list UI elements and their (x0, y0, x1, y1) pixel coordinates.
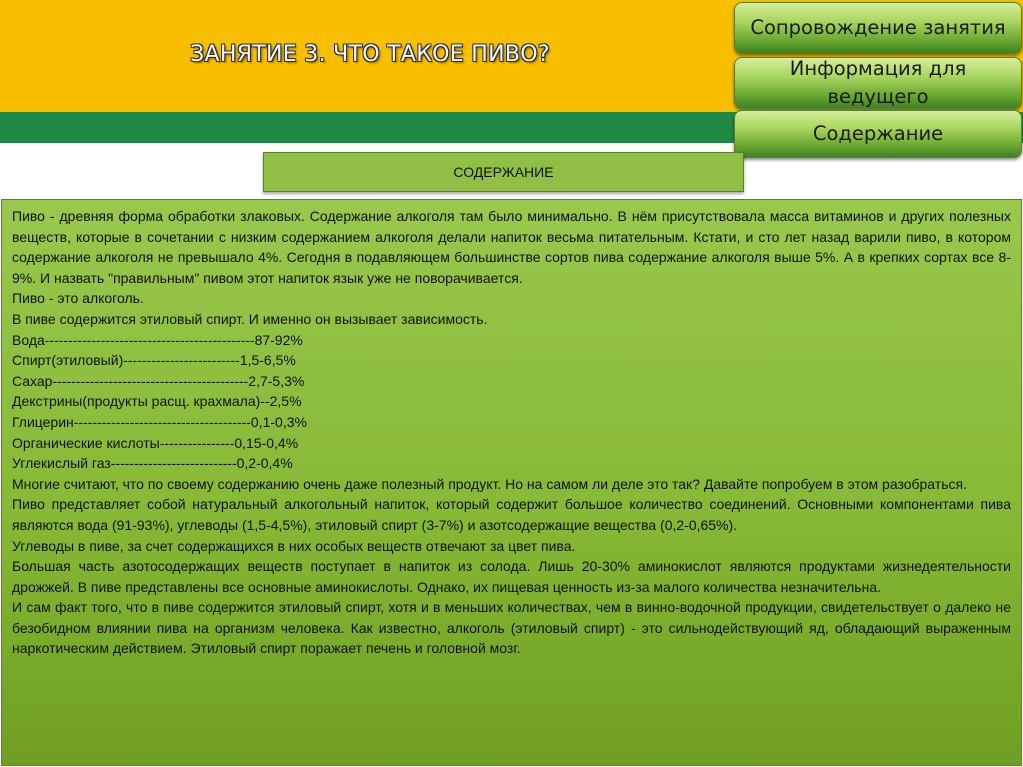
composition-row-dextrins: Декстрины(продукты расщ. крахмала)--2,5% (12, 393, 302, 410)
contents-button[interactable]: Содержание (734, 110, 1022, 158)
carbohydrates-paragraph: Углеводы в пиве, за счет содержащихся в них особых веществ отвечают за цвет пива. (12, 537, 576, 554)
composition-row-spirit: Спирт(этиловый)-------------------------1,5-6,5% (12, 352, 296, 369)
composition-row-water: Вода---------------------------------------------87-92% (12, 331, 303, 348)
ethanol-fact-paragraph: И сам факт того, что в пиве содержится этиловый спирт, хотя и в меньших количествах, чем в винно-водочной продукции, свидетельствует о далеко не безобидном влиянии пива на организм человека. Как известно, алкоголь (этиловый спирт) - это сильнодействующий яд, обладающий выраженным наркотическим действием. Этиловый спирт поражает печень и головной мозг. (12, 599, 1011, 657)
page-title: ЗАНЯТИЕ 3. ЧТО ТАКОЕ ПИВО? (190, 42, 550, 67)
composition-row-sugar: Сахар------------------------------------------2,7-5,3% (12, 372, 305, 389)
intro-paragraph: Пиво - древняя форма обработки злаковых. Содержание алкоголя там было минимально. В нём присутствовала масса витаминов и других полезных веществ, которые в сочетании с низким содержанием алкоголя делали напиток весьма питательным. Кстати, и сто лет назад варили пиво, в котором содержание алкоголя не превышало 4%. Сегодня в подавляющем большинстве сортов пива содержание алкоголя выше 5%. А в крепких сортах все 8-9%. И назвать "правильным" пивом этот напиток язык уже не поворачивается. (12, 208, 1011, 286)
composition-row-glycerin: Глицерин--------------------------------------0,1-0,3% (12, 413, 307, 430)
section-title: СОДЕРЖАНИЕ (263, 152, 744, 192)
content-panel (1, 199, 1022, 766)
many-think-paragraph: Многие считают, что по своему содержанию очень даже полезный продукт. Но на самом ли деле это так? Давайте попробуем в этом разобраться. (12, 475, 967, 492)
alcohol-line: Пиво - это алкоголь. (12, 290, 144, 307)
host-info-button[interactable]: Информация для ведущего (734, 57, 1022, 109)
support-button[interactable]: Сопровождение занятия (734, 2, 1022, 54)
spirit-line: В пиве содержится этиловый спирт. И именно он вызывает зависимость. (12, 310, 488, 327)
composition-row-co2: Углекислый газ---------------------------0,2-0,4% (12, 455, 293, 472)
composition-row-organic-acids: Органические кислоты----------------0,15-0,4% (12, 434, 299, 451)
natural-drink-paragraph: Пиво представляет собой натуральный алкогольный напиток, который содержит большое количество соединений. Основными компонентами пива являются вода (91-93%), углеводы (1,5-4,5%), этиловый спирт (3-7%) и азотсодержащие вещества (0,2-0,65%). (12, 496, 1011, 533)
nitrogen-paragraph: Большая часть азотосодержащих веществ поступает в напиток из солода. Лишь 20-30% аминокислот являются продуктами жизнедеятельности дрожжей. В пиве представлены все основные аминокислоты. Однако, их пищевая ценность из-за малого количества незначительна. (12, 558, 1011, 595)
